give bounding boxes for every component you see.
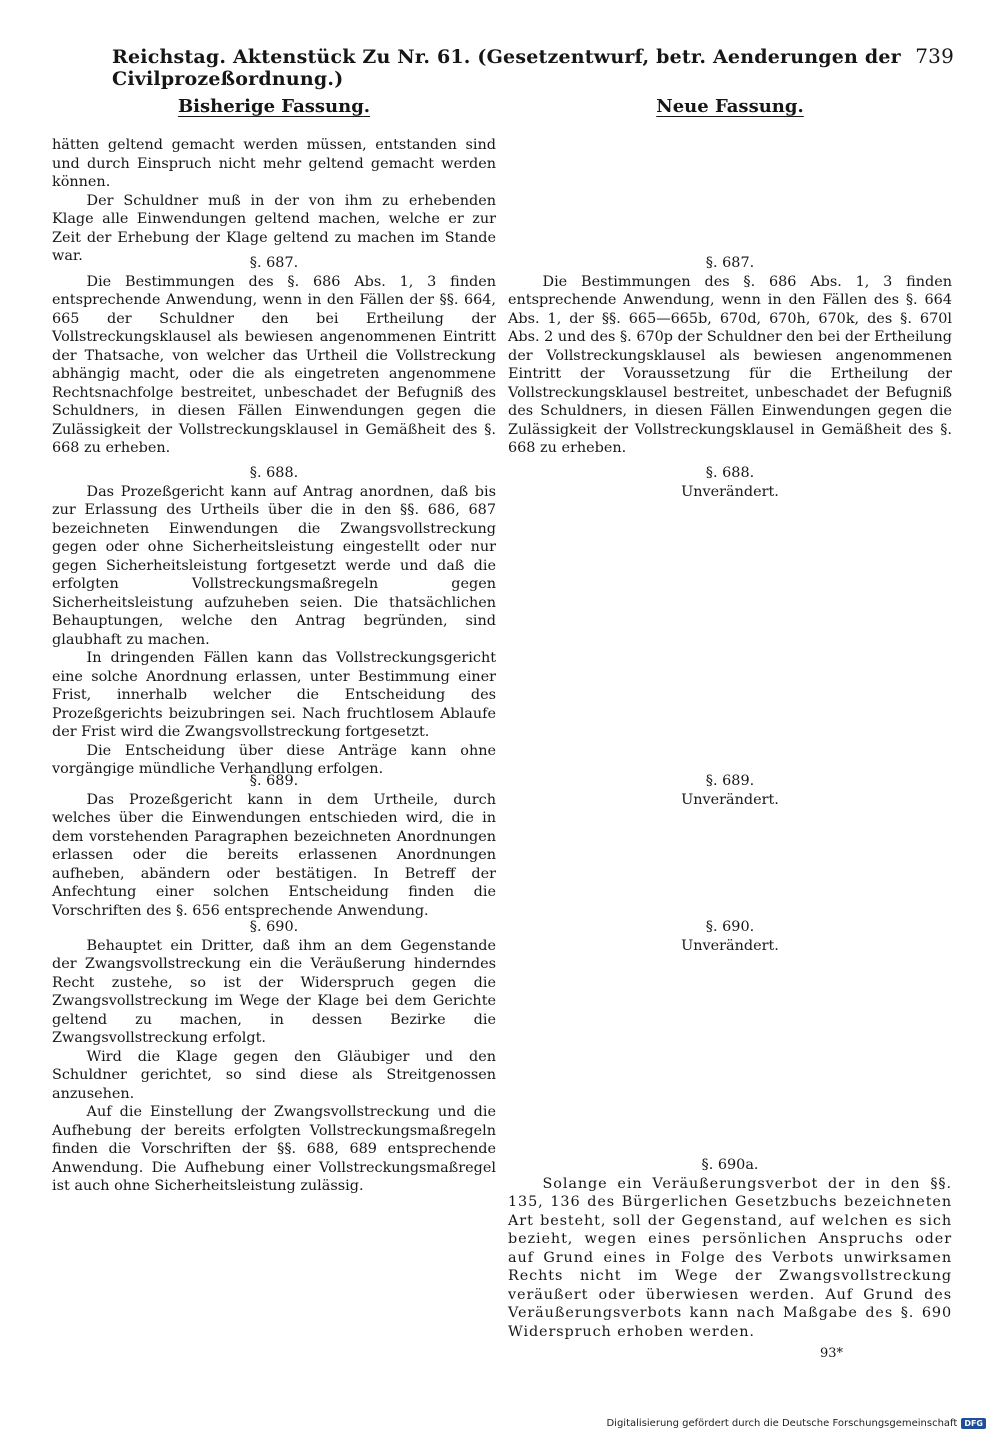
section-number: §. 688. [705, 465, 755, 481]
left-section-688 [52, 464, 496, 779]
section-number: §. 689. [705, 773, 755, 789]
right-column [508, 96, 952, 1346]
intro-block [52, 136, 496, 266]
right-column-heading: Neue Fassung. [656, 96, 804, 117]
right-section-689 [508, 772, 952, 809]
section-text: Die Bestimmungen des §. 686 Abs. 1, 3 finden entsprechende Anwendung, wenn in den Fällen des §. 664 Abs. 1, der §§. 665—665b, 670d, 670h, 670k, des §. 670l Abs. 2 und des §. 670p der Schuldner den bei der Ertheilung der Vollstreckungsklausel als bewiesen angenommenen Eintritt der Voraussetzung für die Ertheilung der Vollstreckungsklausel bestreitet, unbeschadet der Befugniß des Schuldners, in diesen Fällen Einwendungen gegen die Zulässigkeit der Vollstreckungsklausel in Gemäßheit des §. 668 zu erheben. [508, 273, 952, 456]
section-number: §. 690. [705, 919, 755, 935]
section-number: §. 690a. [701, 1157, 759, 1173]
section-text: Solange ein Veräußerungsverbot der in den §§. 135, 136 des Bürgerlichen Gesetzbuchs bezeichneten Art besteht, soll der Gegenstand, auf welchen es sich bezieht, wegen eines persönlichen Anspruchs oder auf Grund eines in Folge des Verbots unwirksamen Rechts nicht im Wege der Zwangsvollstreckung veräußert oder überwiesen werden. Auf Grund des Veräußerungsverbots kann nach Maßgabe des §. 690 Widerspruch erhoben werden. [508, 1175, 952, 1340]
section-paragraph-2: In dringenden Fällen kann das Vollstreckungsgericht eine solche Anordnung erlassen, unter Bestimmung einer Frist, innerhalb welcher die Entscheidung des Prozeßgerichts beizubringen sei. Nach fruchtlosem Ablaufe der Frist wird die Zwangsvollstreckung fortgesetzt. [52, 650, 496, 740]
section-paragraph-1: Behauptet ein Dritter, daß ihm an dem Gegenstande der Zwangsvollstreckung ein die Veräußerung hinderndes Recht zustehe, so ist der Widerspruch gegen die Zwangsvollstreckung im Wege der Klage bei dem Gerichte geltend zu machen, in dessen Bezirke die Zwangsvollstreckung erfolgt. [52, 937, 496, 1046]
unchanged-note: Unverändert. [681, 483, 779, 500]
section-number: §. 687. [705, 255, 755, 271]
intro-paragraph-1: hätten geltend gemacht werden müssen, entstanden sind und durch Einspruch nicht mehr geltend gemacht werden können. [52, 137, 496, 190]
right-section-690 [508, 918, 952, 955]
running-title: Reichstag. Aktenstück Zu Nr. 61. (Gesetzentwurf, betr. Aenderungen der Civilprozeßordnung.) [112, 46, 901, 90]
digitization-credit [606, 1418, 986, 1429]
section-paragraph-3: Auf die Einstellung der Zwangsvollstreckung und die Aufhebung der bereits erfolgten Vollstreckungsmaßregeln finden die Vorschriften der §§. 688, 689 entsprechende Anwendung. Die Aufhebung einer Vollstreckungsmaßregel ist auch ohne Sicherheitsleistung zulässig. [52, 1104, 496, 1194]
section-number: §. 690. [249, 919, 299, 935]
left-column-heading: Bisherige Fassung. [177, 96, 371, 117]
right-section-687 [508, 254, 952, 458]
section-text: Die Bestimmungen des §. 686 Abs. 1, 3 finden entsprechende Anwendung, wenn in den Fällen der §§. 664, 665 der Schuldner den bei Ertheilung der Vollstreckungsklausel als bewiesen angenommenen Eintritt der Thatsache, von welcher das Urtheil die Vollstreckung abhängig macht, oder die als eingetreten angenommene Rechtsnachfolge bestreitet, unbeschadet der Befugniß des Schuldners, in diesen Fällen Einwendungen gegen die Zulässigkeit der Vollstreckungsklausel in Gemäßheit des §. 668 zu erheben. [52, 273, 496, 456]
section-paragraph-3: Die Entscheidung über diese Anträge kann ohne vorgängige mündliche Verhandlung erfolgen. [52, 742, 496, 777]
section-paragraph-1: Das Prozeßgericht kann auf Antrag anordnen, daß bis zur Erlassung des Urtheils über die in den §§. 686, 687 bezeichneten Einwendungen die Zwangsvollstreckung gegen oder ohne Sicherheitsleistung eingestellt oder nur gegen Sicherheitsleistung fortgesetzt werde und daß die erfolgten Vollstreckungsmaßregeln gegen Sicherheitsleistung aufzuheben seien. Die thatsächlichen Behauptungen, welche den Antrag begründen, sind glaubhaft zu machen. [52, 483, 496, 648]
signature-mark: 93* [820, 1346, 844, 1361]
credit-text: Digitalisierung gefördert durch die Deutsche Forschungsgemeinschaft [606, 1418, 958, 1429]
right-section-690a [508, 1156, 952, 1341]
intro-paragraph-2: Der Schuldner muß in der von ihm zu erhebenden Klage alle Einwendungen geltend machen, welche er zur Zeit der Erhebung der Klage geltend zu machen im Stande war. [52, 192, 496, 264]
left-column [52, 96, 496, 1194]
section-number: §. 689. [249, 773, 299, 789]
page-header [112, 44, 954, 90]
section-text: Das Prozeßgericht kann in dem Urtheile, durch welches über die Einwendungen entschieden wird, die in dem vorstehenden Paragraphen bezeichneten Anordnungen erlassen oder die bereits erlassenen Anordnungen aufheben, abändern oder bestätigen. In Betreff der Anfechtung einer solchen Entscheidung finden die Vorschriften des §. 656 entsprechende Anwendung. [52, 791, 496, 919]
unchanged-note: Unverändert. [681, 937, 779, 954]
section-paragraph-2: Wird die Klage gegen den Gläubiger und den Schuldner gerichtet, so sind diese als Streitgenossen anzusehen. [52, 1048, 496, 1102]
page-number: 739 [915, 44, 954, 68]
dfg-logo-icon: DFG [961, 1418, 986, 1429]
right-section-688 [508, 464, 952, 501]
unchanged-note: Unverändert. [681, 791, 779, 808]
section-number: §. 687. [249, 255, 299, 271]
left-section-687 [52, 254, 496, 458]
left-section-689 [52, 772, 496, 920]
left-section-690 [52, 918, 496, 1196]
section-number: §. 688. [249, 465, 299, 481]
